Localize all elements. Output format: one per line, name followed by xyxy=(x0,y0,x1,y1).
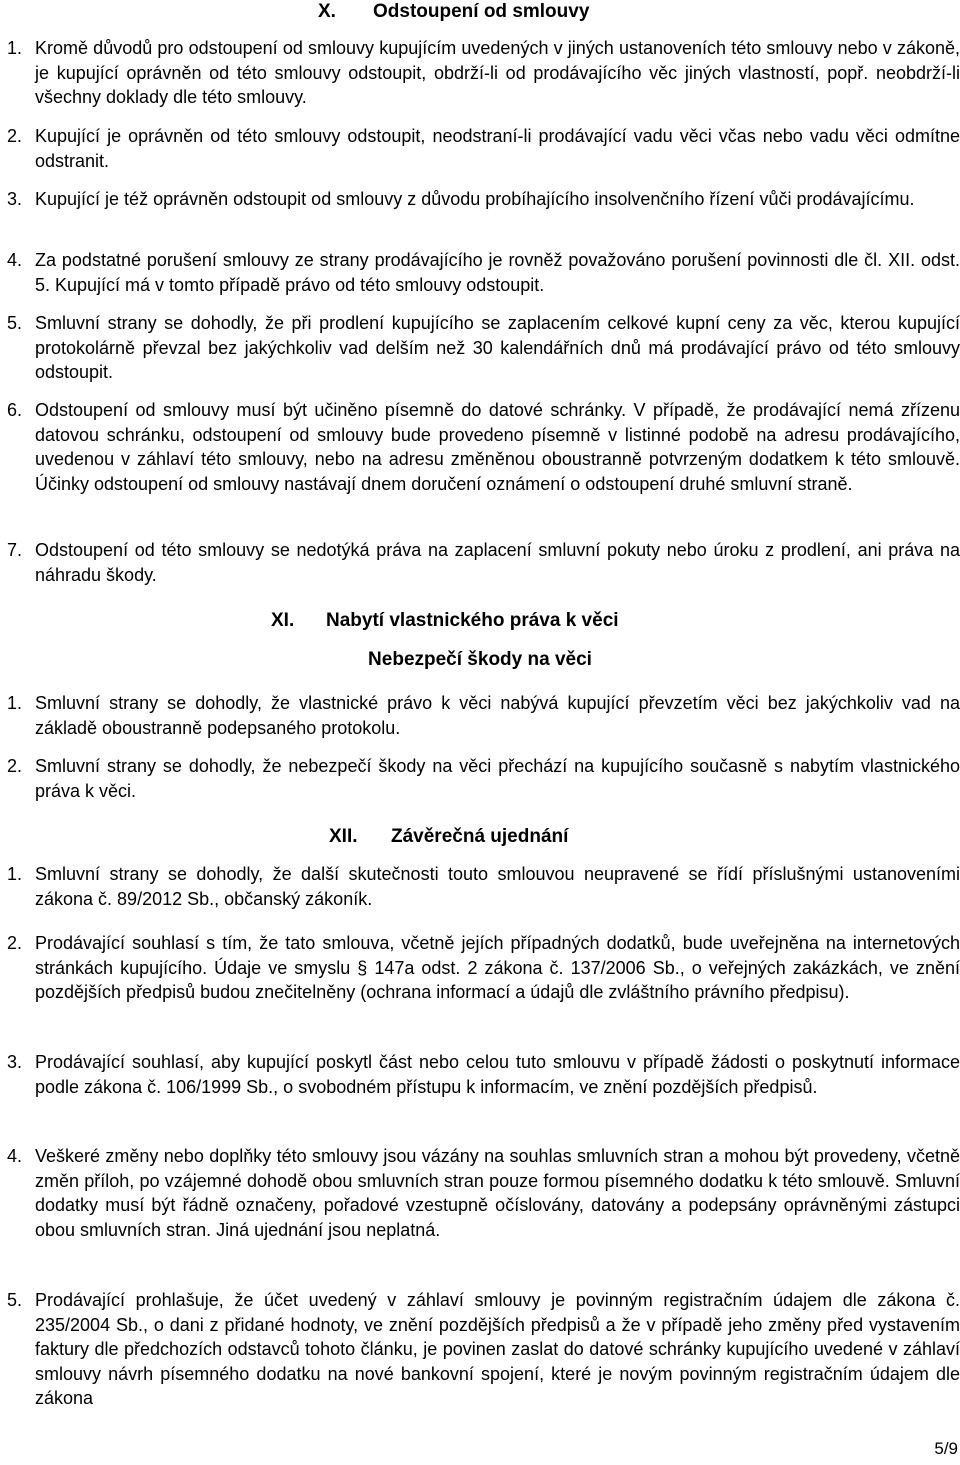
clause xyxy=(7,1144,960,1240)
section-number: XI. xyxy=(271,610,295,631)
section-title: Nabytí vlastnického práva k věci xyxy=(326,610,619,631)
clause xyxy=(7,538,960,585)
clause-text: Smluvní strany se dohodly, že při prodlení kupujícího se zaplacením celkové kupní ceny za věc, kterou kupující protokolárně převzal bez jakýchkoliv vad delším než 30 kalendářních dnů má prodávající právo od této smlouvy odstoupit. xyxy=(35,313,960,382)
clause-text: Kromě důvodů pro odstoupení od smlouvy kupujícím uvedených v jiných ustanoveních této smlouvy nebo v zákoně, je kupující oprávněn od této smlouvy odstoupit, obdrží-li od prodávajícího věc jiných vlastností, popř. neobdrží-li všechny doklady dle této smlouvy. xyxy=(35,38,960,107)
section-title: Závěrečná ujednání xyxy=(391,826,569,847)
clause-number: 7. xyxy=(7,540,23,560)
clause xyxy=(7,187,960,212)
clause xyxy=(7,931,960,1002)
clause-text: Kupující je též oprávněn odstoupit od smlouvy z důvodu probíhajícího insolvenčního řízení vůči prodávajícímu. xyxy=(35,189,915,209)
clause-number: 6. xyxy=(7,400,23,420)
clause xyxy=(7,398,960,494)
clause-number: 5. xyxy=(7,313,23,333)
clause-text: Smluvní strany se dohodly, že další skutečnosti touto smlouvou neupravené se řídí příslušnými ustanoveními zákona č. 89/2012 Sb., občanský zákoník. xyxy=(35,864,960,909)
clause-number: 1. xyxy=(7,864,23,884)
clause xyxy=(7,311,960,382)
clause-number: 2. xyxy=(7,933,23,953)
clause xyxy=(7,124,960,171)
clause-number: 4. xyxy=(7,1146,23,1166)
clause-text: Odstoupení od smlouvy musí být učiněno písemně do datové schránky. V případě, že prodávající nemá zřízenu datovou schránku, odstoupení od smlouvy bude provedeno písemně v listinné podobě na adresu prodávajícího, uvedenou v záhlaví této smlouvy, nebo na adresu změněnou oboustranně potvrzeným dodatkem k této smlouvě. Účinky odstoupení od smlouvy nastávají dnem doručení oznámení o odstoupení druhé smluvní straně. xyxy=(35,400,960,494)
clause-text: Za podstatné porušení smlouvy ze strany prodávajícího je rovněž považováno porušení povinnosti dle čl. XII. odst. 5. Kupující má v tomto případě právo od této smlouvy odstoupit. xyxy=(35,250,960,295)
section-subtitle: Nebezpečí škody na věci xyxy=(368,649,592,670)
clause-number: 3. xyxy=(7,1052,23,1072)
clause-text: Kupující je oprávněn od této smlouvy odstoupit, neodstraní-li prodávající vadu věci včas nebo vadu věci odmítne odstranit. xyxy=(35,126,960,171)
page-number: 5/9 xyxy=(934,1439,958,1458)
clause-text: Odstoupení od této smlouvy se nedotýká práva na zaplacení smluvní pokuty nebo úroku z prodlení, ani práva na náhradu škody. xyxy=(35,540,960,585)
clause-number: 3. xyxy=(7,189,23,209)
clause-text: Prodávající prohlašuje, že účet uvedený v záhlaví smlouvy je povinným registračním údajem dle zákona č. 235/2004 Sb., o dani z přidané hodnoty, ve znění pozdějších předpisů a že v případě jeho změny před vystavením faktury dle předchozích odstavců tohoto článku, je povinen zaslat do datové schránky kupujícího uvedené v záhlaví smlouvy návrh písemného dodatku na nové bankovní spojení, které je novým povinným registračním údajem dle zákona xyxy=(35,1290,960,1408)
clause xyxy=(7,1050,960,1097)
clause xyxy=(7,1288,960,1408)
section-title: Odstoupení od smlouvy xyxy=(373,1,590,22)
section-heading xyxy=(318,0,589,24)
clause-text: Veškeré změny nebo doplňky této smlouvy jsou vázány na souhlas smluvních stran a mohou být provedeny, včetně změn příloh, po vzájemné dohodě obou smluvních stran pouze formou písemného dodatku k této smlouvě. Smluvní dodatky musí být řádně označeny, pořadové vzestupně očíslovány, datovány a podepsány oprávněnými zástupci obou smluvních stran. Jiná ujednání jsou neplatná. xyxy=(35,1146,960,1240)
clause-number: 1. xyxy=(7,38,23,58)
section-heading xyxy=(329,825,568,849)
clause-text: Prodávající souhlasí, aby kupující poskytl část nebo celou tuto smlouvu v případě žádosti o poskytnutí informace podle zákona č. 106/1999 Sb., o svobodném přístupu k informacím, ve znění pozdějších předpisů. xyxy=(35,1052,960,1097)
clause-number: 2. xyxy=(7,126,23,146)
clause-number: 4. xyxy=(7,250,23,270)
clause-number: 1. xyxy=(7,693,23,713)
clause-text: Prodávající souhlasí s tím, že tato smlouva, včetně jejích případných dodatků, bude uveřejněna na internetových stránkách kupujícího. Údaje ve smyslu § 147a odst. 2 zákona č. 137/2006 Sb., o veřejných zakázkách, ve znění pozdějších předpisů budou znečitelněny (ochrana informací a údajů dle zvláštního právního předpisu). xyxy=(35,933,960,1002)
clause xyxy=(7,36,960,107)
section-number: X. xyxy=(318,1,336,22)
clause-text: Smluvní strany se dohodly, že nebezpečí škody na věci přechází na kupujícího současně s nabytím vlastnického práva k věci. xyxy=(35,756,960,801)
clause-number: 5. xyxy=(7,1290,23,1310)
section-heading xyxy=(271,609,619,633)
clause xyxy=(7,754,960,801)
clause-number: 2. xyxy=(7,756,23,776)
clause xyxy=(7,691,960,738)
section-number: XII. xyxy=(329,826,358,847)
clause xyxy=(7,862,960,909)
clause-text: Smluvní strany se dohodly, že vlastnické právo k věci nabývá kupující převzetím věci bez jakýchkoliv vad na základě oboustranně podepsaného protokolu. xyxy=(35,693,960,738)
clause xyxy=(7,248,960,295)
